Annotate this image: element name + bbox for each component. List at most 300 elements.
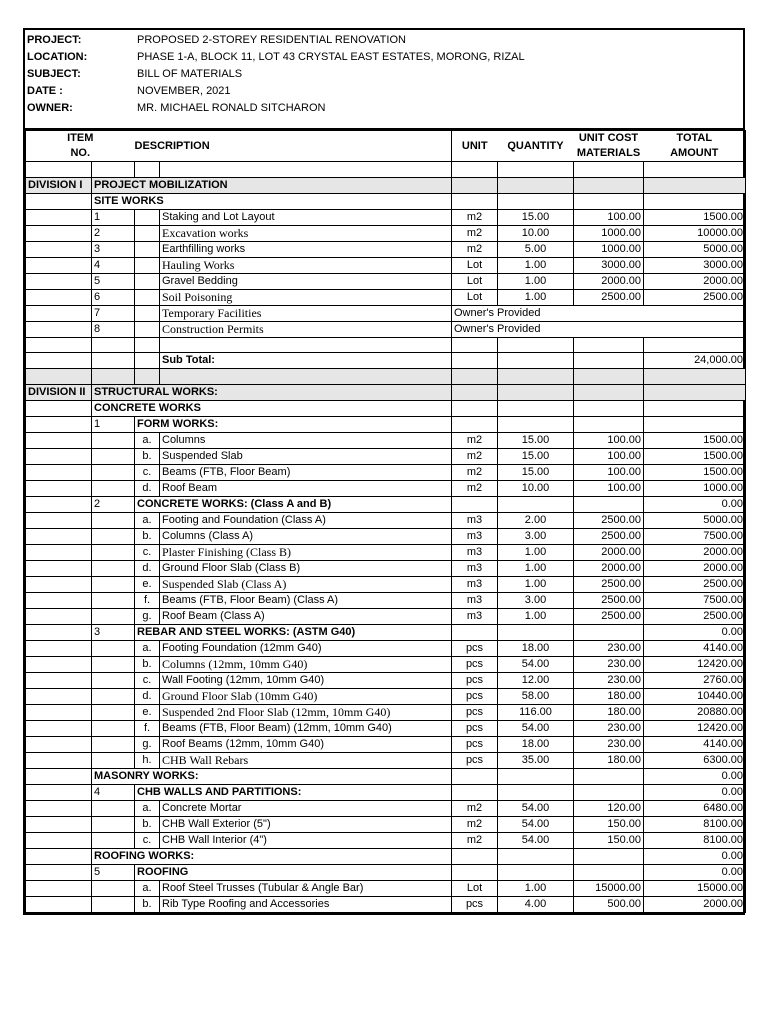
item-description: Soil Poisoning xyxy=(160,289,452,305)
empty-cell xyxy=(26,448,92,464)
item-unit-cost: 180.00 xyxy=(574,704,644,720)
empty-cell xyxy=(452,784,498,800)
col-unit-cost-label-1: UNIT COST xyxy=(578,132,639,144)
item-unit: pcs xyxy=(452,672,498,688)
item-total: 2760.00 xyxy=(644,672,746,688)
item-unit-cost: 100.00 xyxy=(574,480,644,496)
empty-cell xyxy=(26,512,92,528)
item-quantity: 15.00 xyxy=(498,209,574,225)
empty-cell xyxy=(452,369,498,385)
empty-cell xyxy=(92,816,135,832)
table-row xyxy=(26,736,746,752)
empty-cell xyxy=(574,496,644,512)
empty-cell xyxy=(26,400,92,416)
table-row xyxy=(26,257,746,273)
subtotal-value: 24,000.00 xyxy=(644,353,746,369)
table-row xyxy=(26,289,746,305)
item-unit: m3 xyxy=(452,544,498,560)
empty-cell xyxy=(92,353,135,369)
empty-cell xyxy=(26,337,92,353)
group-title: ROOFING xyxy=(135,864,452,880)
item-total: 8100.00 xyxy=(644,816,746,832)
empty-cell xyxy=(498,784,574,800)
item-description: Hauling Works xyxy=(160,257,452,273)
col-unit-label: UNIT xyxy=(461,139,488,152)
item-unit: pcs xyxy=(452,752,498,768)
item-description: Footing and Foundation (Class A) xyxy=(160,512,452,528)
empty-cell xyxy=(26,848,92,864)
empty-cell xyxy=(452,162,498,178)
item-unit: m2 xyxy=(452,241,498,257)
col-quantity xyxy=(498,131,574,162)
date-label: DATE : xyxy=(27,85,63,97)
item-description: Columns (Class A) xyxy=(160,528,452,544)
col-quantity-label: QUANTITY xyxy=(507,139,564,152)
date-value: NOVEMBER, 2021 xyxy=(137,85,231,97)
division-label: DIVISION I xyxy=(26,177,92,193)
empty-cell xyxy=(26,704,92,720)
item-letter: e. xyxy=(135,576,160,592)
empty-cell xyxy=(452,384,498,400)
empty-cell xyxy=(26,193,92,209)
item-unit-cost: 230.00 xyxy=(574,656,644,672)
empty-cell xyxy=(26,496,92,512)
division-label: DIVISION II xyxy=(26,384,92,400)
group-row xyxy=(26,624,746,640)
item-unit: m2 xyxy=(452,800,498,816)
item-letter: a. xyxy=(135,640,160,656)
item-description: CHB Wall Interior (4") xyxy=(160,832,452,848)
empty-cell xyxy=(26,640,92,656)
empty-cell xyxy=(92,560,135,576)
table-row xyxy=(26,209,746,225)
item-total: 1500.00 xyxy=(644,432,746,448)
location-label: LOCATION: xyxy=(27,51,88,63)
item-letter: f. xyxy=(135,720,160,736)
division-title: STRUCTURAL WORKS: xyxy=(92,384,452,400)
item-unit: m3 xyxy=(452,560,498,576)
empty-cell xyxy=(452,400,498,416)
empty-cell xyxy=(498,768,574,784)
col-item-label-1: ITEM xyxy=(67,132,94,144)
empty-cell xyxy=(92,656,135,672)
empty-cell xyxy=(92,337,135,353)
empty-cell xyxy=(498,177,574,193)
empty-cell xyxy=(26,624,92,640)
item-total: 10000.00 xyxy=(644,225,746,241)
empty-cell xyxy=(498,384,574,400)
item-quantity: 1.00 xyxy=(498,544,574,560)
date-row xyxy=(25,83,743,100)
item-quantity: 1.00 xyxy=(498,576,574,592)
item-quantity: 1.00 xyxy=(498,880,574,896)
empty-cell xyxy=(644,177,746,193)
empty-cell xyxy=(498,369,574,385)
item-number: 3 xyxy=(92,241,135,257)
item-quantity: 4.00 xyxy=(498,896,574,912)
section-total: 0.00 xyxy=(644,848,746,864)
item-unit-cost: 230.00 xyxy=(574,672,644,688)
subtotal-row xyxy=(26,353,746,369)
empty-cell xyxy=(26,273,92,289)
empty-cell xyxy=(26,576,92,592)
empty-cell xyxy=(574,768,644,784)
item-unit: m2 xyxy=(452,480,498,496)
item-total: 15000.00 xyxy=(644,880,746,896)
table-row xyxy=(26,448,746,464)
empty-cell xyxy=(92,720,135,736)
empty-cell xyxy=(26,768,92,784)
subject-label: SUBJECT: xyxy=(27,68,81,80)
item-letter: b. xyxy=(135,656,160,672)
item-quantity: 15.00 xyxy=(498,464,574,480)
empty-cell xyxy=(574,177,644,193)
empty-cell xyxy=(26,896,92,912)
empty-cell xyxy=(26,209,92,225)
item-letter: b. xyxy=(135,448,160,464)
item-description: CHB Wall Exterior (5") xyxy=(160,816,452,832)
empty-cell xyxy=(135,337,160,353)
item-total: 5000.00 xyxy=(644,512,746,528)
item-unit: m2 xyxy=(452,432,498,448)
empty-cell xyxy=(574,162,644,178)
empty-cell xyxy=(452,193,498,209)
item-unit-cost: 1000.00 xyxy=(574,225,644,241)
item-quantity: 54.00 xyxy=(498,832,574,848)
item-total: 2000.00 xyxy=(644,544,746,560)
section-row xyxy=(26,848,746,864)
section-row xyxy=(26,768,746,784)
table-row xyxy=(26,480,746,496)
empty-cell xyxy=(498,162,574,178)
project-value: PROPOSED 2-STOREY RESIDENTIAL RENOVATION xyxy=(137,34,406,46)
item-letter: a. xyxy=(135,512,160,528)
location-row xyxy=(25,49,743,66)
item-letter: d. xyxy=(135,560,160,576)
item-unit: m2 xyxy=(452,225,498,241)
empty-cell xyxy=(26,832,92,848)
empty-cell xyxy=(26,864,92,880)
item-number: 4 xyxy=(92,257,135,273)
owner-row xyxy=(25,100,743,117)
empty-cell xyxy=(644,384,746,400)
empty-cell xyxy=(574,353,644,369)
item-letter: b. xyxy=(135,896,160,912)
empty-cell xyxy=(26,416,92,432)
item-letter: d. xyxy=(135,480,160,496)
item-unit-cost: 230.00 xyxy=(574,640,644,656)
empty-cell xyxy=(26,289,92,305)
col-total-label-2: AMOUNT xyxy=(670,147,719,159)
item-unit: m3 xyxy=(452,608,498,624)
empty-cell xyxy=(574,369,644,385)
empty-cell xyxy=(26,800,92,816)
empty-cell xyxy=(26,225,92,241)
item-description: Plaster Finishing (Class B) xyxy=(160,544,452,560)
empty-cell xyxy=(135,225,160,241)
empty-cell xyxy=(26,321,92,337)
blank-row xyxy=(26,337,746,353)
empty-cell xyxy=(574,864,644,880)
item-unit: Lot xyxy=(452,289,498,305)
item-total: 5000.00 xyxy=(644,241,746,257)
empty-cell xyxy=(92,512,135,528)
empty-cell xyxy=(92,480,135,496)
item-description: Earthfilling works xyxy=(160,241,452,257)
boq-table xyxy=(25,130,746,913)
item-unit-cost: 100.00 xyxy=(574,448,644,464)
empty-cell xyxy=(26,880,92,896)
item-number: 2 xyxy=(92,225,135,241)
empty-cell xyxy=(26,305,92,321)
table-row xyxy=(26,576,746,592)
group-number: 3 xyxy=(92,624,135,640)
empty-cell xyxy=(26,608,92,624)
item-quantity: 3.00 xyxy=(498,528,574,544)
item-number: 7 xyxy=(92,305,135,321)
empty-cell xyxy=(644,193,746,209)
empty-cell xyxy=(92,800,135,816)
item-quantity: 3.00 xyxy=(498,592,574,608)
item-unit: m3 xyxy=(452,592,498,608)
table-row xyxy=(26,273,746,289)
item-unit: m3 xyxy=(452,528,498,544)
item-unit-cost: 2000.00 xyxy=(574,544,644,560)
item-letter: g. xyxy=(135,736,160,752)
empty-cell xyxy=(135,369,160,385)
empty-cell xyxy=(26,752,92,768)
empty-cell xyxy=(135,273,160,289)
item-description: Roof Beam (Class A) xyxy=(160,608,452,624)
empty-cell xyxy=(452,353,498,369)
item-total: 10440.00 xyxy=(644,688,746,704)
item-letter: h. xyxy=(135,752,160,768)
empty-cell xyxy=(574,416,644,432)
group-number: 1 xyxy=(92,416,135,432)
item-quantity: 116.00 xyxy=(498,704,574,720)
item-quantity: 1.00 xyxy=(498,608,574,624)
group-total: 0.00 xyxy=(644,784,746,800)
group-row xyxy=(26,784,746,800)
empty-cell xyxy=(26,369,92,385)
item-unit: pcs xyxy=(452,720,498,736)
col-total xyxy=(644,131,746,162)
item-total: 8100.00 xyxy=(644,832,746,848)
col-description xyxy=(135,131,452,162)
item-quantity: 1.00 xyxy=(498,560,574,576)
item-unit-cost: 1000.00 xyxy=(574,241,644,257)
col-item-label-2: NO. xyxy=(70,147,91,159)
empty-cell xyxy=(135,289,160,305)
item-unit-cost: 120.00 xyxy=(574,800,644,816)
item-letter: e. xyxy=(135,704,160,720)
empty-cell xyxy=(92,880,135,896)
item-unit-cost: 2500.00 xyxy=(574,512,644,528)
item-number: 1 xyxy=(92,209,135,225)
table-row xyxy=(26,688,746,704)
item-unit: pcs xyxy=(452,640,498,656)
empty-cell xyxy=(644,400,746,416)
table-row xyxy=(26,432,746,448)
table-row xyxy=(26,241,746,257)
table-row xyxy=(26,225,746,241)
item-unit: m3 xyxy=(452,576,498,592)
group-number: 2 xyxy=(92,496,135,512)
table-row xyxy=(26,880,746,896)
empty-cell xyxy=(26,560,92,576)
empty-cell xyxy=(160,337,452,353)
item-total: 12420.00 xyxy=(644,656,746,672)
item-letter: a. xyxy=(135,432,160,448)
section-row xyxy=(26,400,746,416)
empty-cell xyxy=(644,162,746,178)
item-quantity: 54.00 xyxy=(498,800,574,816)
item-letter: a. xyxy=(135,800,160,816)
item-unit: m2 xyxy=(452,464,498,480)
table-row xyxy=(26,816,746,832)
empty-cell xyxy=(498,864,574,880)
section-title: SITE WORKS xyxy=(92,193,452,209)
empty-cell xyxy=(92,544,135,560)
empty-cell xyxy=(92,832,135,848)
item-unit: pcs xyxy=(452,704,498,720)
empty-cell xyxy=(26,432,92,448)
item-description: CHB Wall Rebars xyxy=(160,752,452,768)
col-unit-cost-label-2: MATERIALS xyxy=(576,147,641,159)
owner-label: OWNER: xyxy=(27,102,73,114)
empty-cell xyxy=(92,736,135,752)
item-quantity: 54.00 xyxy=(498,816,574,832)
empty-cell xyxy=(92,432,135,448)
item-unit-cost: 3000.00 xyxy=(574,257,644,273)
empty-cell xyxy=(160,369,452,385)
empty-cell xyxy=(92,640,135,656)
empty-cell xyxy=(135,241,160,257)
item-quantity: 58.00 xyxy=(498,688,574,704)
empty-cell xyxy=(26,162,92,178)
item-unit-cost: 150.00 xyxy=(574,832,644,848)
item-description: Suspended 2nd Floor Slab (12mm, 10mm G40) xyxy=(160,704,452,720)
empty-cell xyxy=(452,337,498,353)
item-quantity: 35.00 xyxy=(498,752,574,768)
empty-cell xyxy=(135,305,160,321)
table-row xyxy=(26,720,746,736)
item-description: Suspended Slab (Class A) xyxy=(160,576,452,592)
empty-cell xyxy=(452,496,498,512)
division-title: PROJECT MOBILIZATION xyxy=(92,177,452,193)
item-description: Ground Floor Slab (10mm G40) xyxy=(160,688,452,704)
subtotal-label: Sub Total: xyxy=(160,353,452,369)
table-row xyxy=(26,560,746,576)
empty-cell xyxy=(92,448,135,464)
table-row xyxy=(26,832,746,848)
section-total: 0.00 xyxy=(644,768,746,784)
empty-cell xyxy=(452,848,498,864)
empty-cell xyxy=(92,528,135,544)
item-description: Beams (FTB, Floor Beam) (Class A) xyxy=(160,592,452,608)
item-total: 4140.00 xyxy=(644,736,746,752)
item-quantity: 18.00 xyxy=(498,736,574,752)
item-description: Roof Steel Trusses (Tubular & Angle Bar) xyxy=(160,880,452,896)
item-unit: pcs xyxy=(452,896,498,912)
item-total: 2500.00 xyxy=(644,289,746,305)
section-title: CONCRETE WORKS xyxy=(92,400,452,416)
item-letter: c. xyxy=(135,832,160,848)
empty-cell xyxy=(498,337,574,353)
item-quantity: 54.00 xyxy=(498,720,574,736)
table-row xyxy=(26,608,746,624)
item-description: Excavation works xyxy=(160,225,452,241)
group-row xyxy=(26,416,746,432)
empty-cell xyxy=(498,416,574,432)
item-letter: c. xyxy=(135,544,160,560)
empty-cell xyxy=(498,400,574,416)
item-quantity: 54.00 xyxy=(498,656,574,672)
item-quantity: 15.00 xyxy=(498,432,574,448)
table-row xyxy=(26,800,746,816)
empty-cell xyxy=(26,353,92,369)
col-unit xyxy=(452,131,498,162)
project-row xyxy=(25,32,743,49)
empty-cell xyxy=(26,480,92,496)
col-total-label-1: TOTAL xyxy=(676,132,713,144)
column-header-row xyxy=(26,131,746,162)
empty-cell xyxy=(574,193,644,209)
division-row xyxy=(26,384,746,400)
item-quantity: 10.00 xyxy=(498,480,574,496)
division-row xyxy=(26,177,746,193)
item-total: 2500.00 xyxy=(644,608,746,624)
empty-cell xyxy=(452,416,498,432)
empty-cell xyxy=(160,162,452,178)
item-unit-cost: 100.00 xyxy=(574,464,644,480)
group-row xyxy=(26,864,746,880)
empty-cell xyxy=(26,528,92,544)
empty-cell xyxy=(92,464,135,480)
empty-cell xyxy=(26,241,92,257)
item-total: 1500.00 xyxy=(644,209,746,225)
group-title: CHB WALLS AND PARTITIONS: xyxy=(135,784,452,800)
item-total: 2000.00 xyxy=(644,896,746,912)
empty-cell xyxy=(92,576,135,592)
item-unit-cost: 2500.00 xyxy=(574,576,644,592)
item-description: Rib Type Roofing and Accessories xyxy=(160,896,452,912)
item-quantity: 1.00 xyxy=(498,273,574,289)
table-row xyxy=(26,672,746,688)
item-description: Construction Permits xyxy=(160,321,452,337)
item-letter: a. xyxy=(135,880,160,896)
empty-cell xyxy=(498,193,574,209)
item-unit: pcs xyxy=(452,736,498,752)
item-unit: Lot xyxy=(452,257,498,273)
empty-cell xyxy=(452,177,498,193)
item-description: Beams (FTB, Floor Beam) (12mm, 10mm G40) xyxy=(160,720,452,736)
empty-cell xyxy=(26,656,92,672)
table-row xyxy=(26,640,746,656)
empty-cell xyxy=(92,688,135,704)
item-total: 4140.00 xyxy=(644,640,746,656)
item-total: 20880.00 xyxy=(644,704,746,720)
table-row xyxy=(26,704,746,720)
item-description: Ground Floor Slab (Class B) xyxy=(160,560,452,576)
col-unit-cost xyxy=(574,131,644,162)
item-letter: b. xyxy=(135,528,160,544)
item-unit-cost: 2500.00 xyxy=(574,592,644,608)
table-row xyxy=(26,592,746,608)
item-unit-cost: 230.00 xyxy=(574,736,644,752)
table-row xyxy=(26,896,746,912)
col-description-label: DESCRIPTION xyxy=(134,139,210,152)
